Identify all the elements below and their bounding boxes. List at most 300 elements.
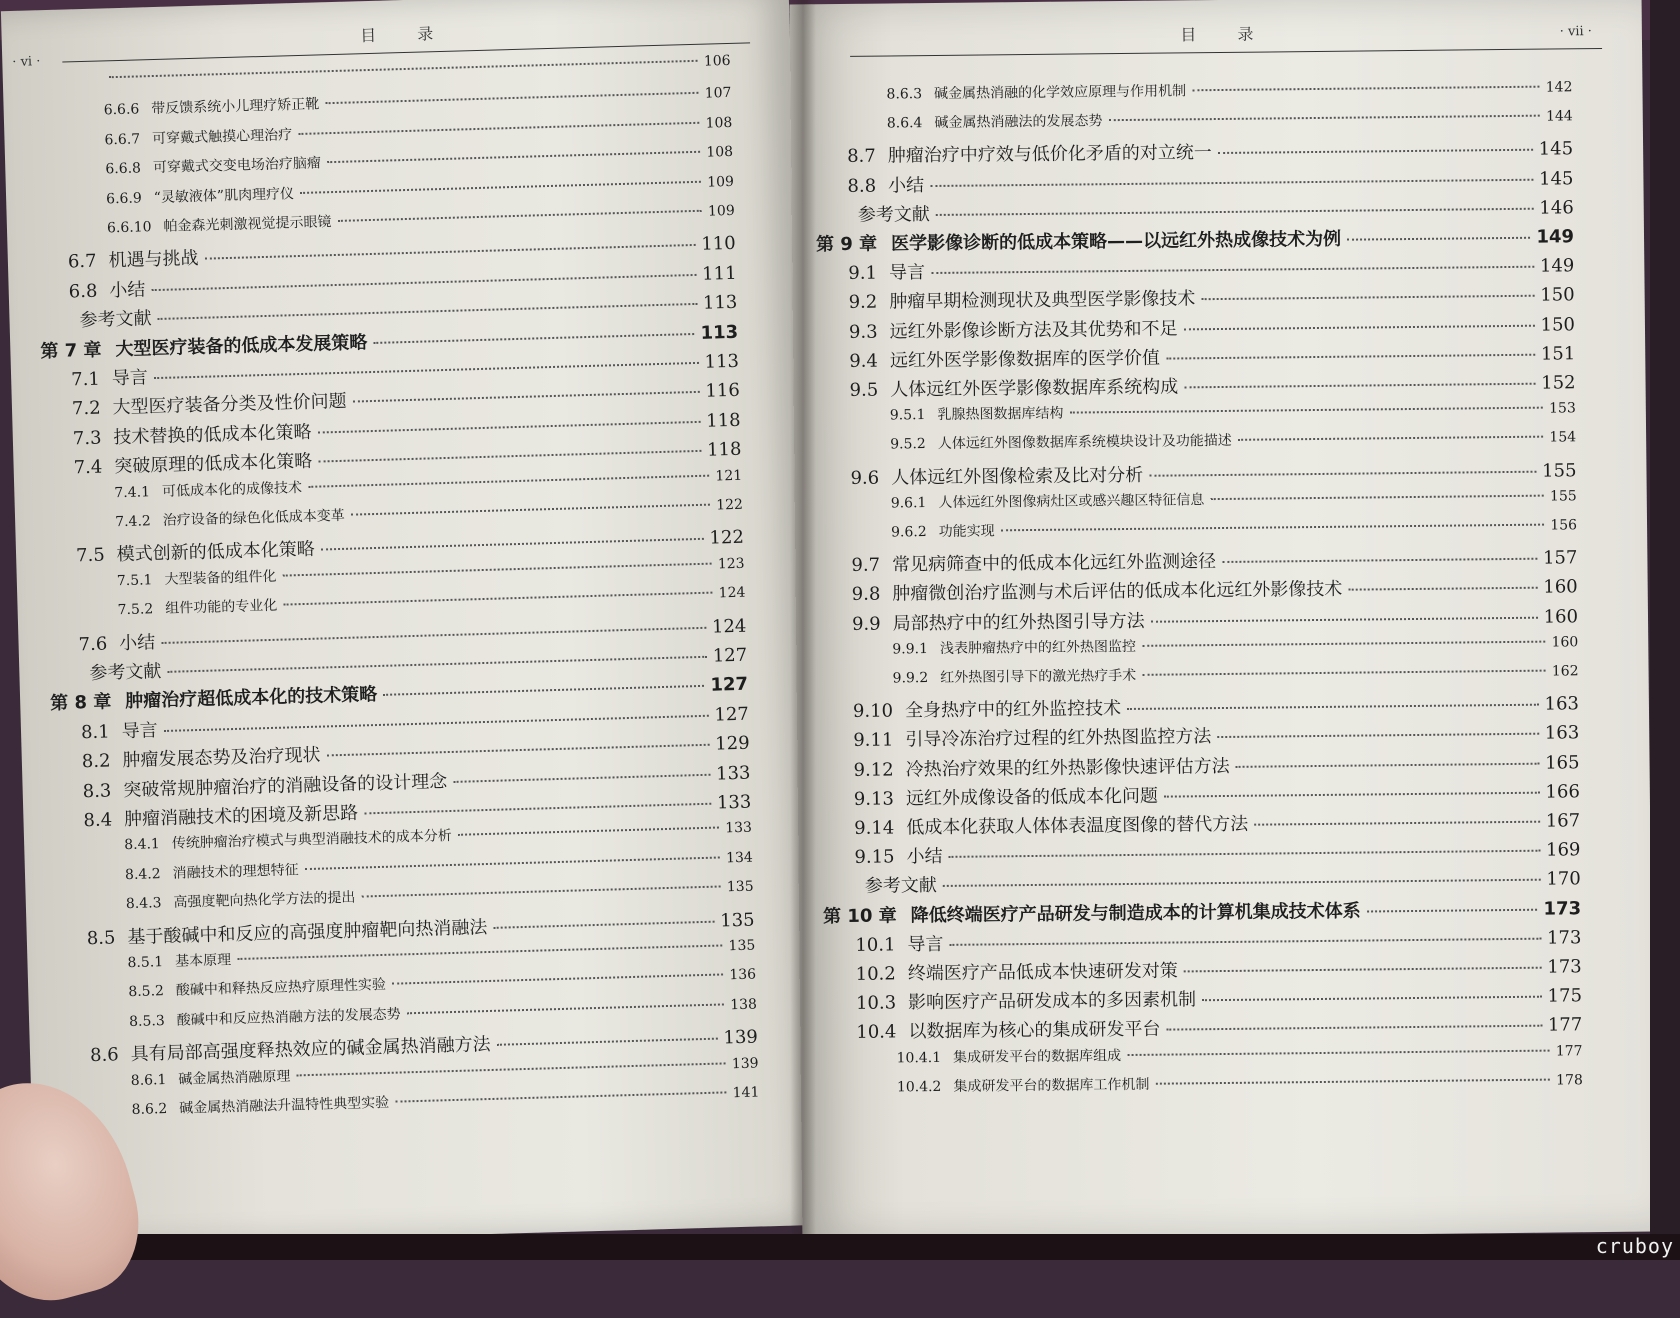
toc-entry-title: 浅表肿瘤热疗中的红外热图监控 — [939, 638, 1137, 657]
toc-entry-page: 124 — [711, 615, 747, 638]
toc-leader-dots — [1192, 86, 1540, 92]
toc-entry-number: 10.2 — [855, 963, 896, 985]
toc-entry-title: 参考文献 — [857, 203, 930, 226]
toc-entry-number: 9.9.1 — [892, 640, 929, 658]
toc-entry-title: 参考文献 — [864, 875, 937, 898]
toc-leader-dots — [1151, 616, 1538, 622]
toc-entry-title: 突破常规肿瘤治疗的消融设备的设计理念 — [123, 770, 448, 801]
toc-leader-dots — [361, 886, 721, 898]
toc-entry-page: 133 — [715, 762, 751, 785]
toc-leader-dots — [936, 208, 1534, 216]
toc-entry-title: 集成研发平台的数据库工作机制 — [953, 1076, 1150, 1095]
toc-entry-title: 人体远红外医学影像数据库系统构成 — [890, 376, 1179, 401]
toc-leader-dots — [453, 773, 710, 782]
toc-entry-page: 149 — [1539, 255, 1575, 277]
toc-entry-title: 酸碱中和反应热消融方法的发展态势 — [176, 1006, 401, 1029]
toc-entry-sec — [852, 602, 1578, 636]
toc-entry-number: 10.3 — [855, 992, 897, 1015]
toc-entry-page: 154 — [1549, 429, 1577, 446]
toc-entry-title: 集成研发平台的数据库组成 — [953, 1047, 1122, 1066]
toc-entry-title: 人体远红外图像数据库系统模块设计及功能描述 — [937, 433, 1232, 453]
toc-entry-number: 10.4.2 — [896, 1078, 942, 1096]
right-page-number: · vii · — [1559, 24, 1592, 40]
toc-leader-dots — [1348, 587, 1537, 591]
toc-entry-title: 局部热疗中的红外热图引导方法 — [892, 610, 1145, 635]
toc-entry-sec — [854, 806, 1580, 840]
toc-entry-number: 6.6.6 — [103, 101, 140, 119]
toc-entry-page: 135 — [719, 909, 755, 932]
toc-entry-page: 144 — [1545, 108, 1573, 125]
toc-entry-sec — [849, 368, 1575, 402]
toc-leader-dots — [1347, 237, 1530, 241]
toc-entry-title: 碱金属热消融法升温特性典型实验 — [179, 1094, 390, 1117]
toc-entry-page: 146 — [1539, 197, 1574, 219]
toc-leader-dots — [1166, 1025, 1542, 1031]
toc-entry-number: 8.5.1 — [127, 954, 164, 972]
toc-entry-number: 8.6.3 — [886, 86, 923, 103]
toc-entry-number: 8.4 — [83, 809, 113, 832]
toc-leader-dots — [337, 210, 702, 222]
toc-entry-title: 技术替换的低成本化策略 — [113, 421, 312, 449]
toc-entry-sec — [853, 748, 1579, 782]
toc-entry-page: 138 — [729, 996, 758, 1014]
toc-entry-title: 功能实现 — [938, 523, 995, 540]
toc-leader-dots — [458, 827, 720, 836]
toc-entry-title: 组件功能的专业化 — [165, 597, 278, 618]
toc-entry-sec — [849, 281, 1575, 315]
toc-entry-number: 7.2 — [71, 398, 101, 420]
toc-entry-title: 大型装备的组件化 — [164, 568, 277, 588]
toc-entry-title: 医学影像诊断的低成本策略——以远红外热成像技术为例 — [891, 228, 1342, 255]
toc-entry-sub — [886, 76, 1572, 103]
toc-entry-page: 152 — [1541, 372, 1576, 394]
toc-entry-number: 10.4 — [856, 1021, 897, 1044]
toc-entry-number: 9.6.2 — [891, 524, 927, 541]
toc-entry-title: 传统肿瘤治疗模式与典型消融技术的成本分析 — [171, 828, 452, 853]
toc-entry-number: 9.12 — [853, 759, 894, 781]
toc-entry-number: 9.9.2 — [892, 670, 929, 687]
toc-entry-sec — [856, 1011, 1582, 1045]
toc-entry-number: 6.7 — [67, 251, 97, 273]
toc-entry-number: 8.2 — [81, 750, 111, 773]
toc-leader-dots — [1184, 324, 1535, 330]
toc-entry-page: 141 — [732, 1084, 760, 1102]
toc-entry-number: 9.5 — [849, 379, 879, 401]
toc-entry-title: 肿瘤微创治疗监测与术后评估的低成本化远红外影像技术 — [892, 579, 1343, 605]
toc-entry-ref — [858, 193, 1574, 226]
toc-entry-page: 127 — [712, 644, 748, 667]
toc-leader-dots — [1210, 494, 1544, 499]
toc-leader-dots — [395, 1091, 727, 1102]
toc-entry-page: 170 — [1546, 868, 1581, 891]
right-toc-list — [790, 0, 1655, 1240]
toc-entry-number: 8.4.1 — [124, 836, 161, 854]
toc-entry-title: 基于酸碱中和反应的高强度肿瘤靶向热消融法 — [127, 916, 488, 948]
toc-entry-page: 133 — [716, 791, 752, 814]
toc-entry-number: 6.6.10 — [106, 219, 152, 237]
toc-leader-dots — [1217, 733, 1539, 738]
toc-entry-title: 红外热图引导下的激光热疗手术 — [940, 667, 1137, 686]
toc-entry-number: 6.6.9 — [105, 189, 143, 207]
toc-entry-title: “灵敏液体”肌肉理疗仪 — [153, 185, 295, 206]
toc-entry-page: 167 — [1545, 810, 1581, 832]
toc-leader-dots — [1142, 640, 1546, 646]
toc-leader-dots — [161, 626, 706, 643]
toc-entry-title: 治疗设备的绿色化低成本变革 — [162, 507, 345, 529]
toc-entry-page: 169 — [1545, 839, 1581, 861]
toc-entry-number: 9.13 — [853, 788, 895, 810]
toc-leader-dots — [1238, 436, 1544, 441]
toc-entry-page: 160 — [1551, 634, 1579, 651]
toc-leader-dots — [943, 879, 1541, 887]
toc-entry-number: 9.7 — [851, 554, 881, 577]
toc-entry-number: 9.3 — [848, 321, 878, 343]
left-toc-list — [1, 0, 823, 1247]
toc-entry-title: 乳腺热图数据库结构 — [937, 405, 1064, 424]
watermark-text: cruboy — [1595, 1234, 1674, 1258]
toc-entry-number: 第 7 章 — [40, 339, 102, 362]
toc-leader-dots — [283, 592, 713, 606]
toc-entry-number: 9.6 — [850, 467, 880, 489]
toc-entry-page: 123 — [717, 555, 745, 573]
toc-entry-title: 碱金属热消融法的发展态势 — [934, 113, 1103, 132]
toc-leader-dots — [931, 266, 1534, 274]
toc-leader-dots — [1218, 149, 1533, 154]
toc-entry-page: 118 — [706, 438, 742, 461]
toc-entry-number: 9.9 — [851, 613, 881, 635]
toc-leader-dots — [305, 856, 721, 870]
toc-entry-number: 10.1 — [855, 934, 896, 956]
toc-leader-dots — [373, 333, 694, 344]
toc-entry-title: 小结 — [906, 846, 943, 868]
toc-leader-dots — [407, 1003, 725, 1014]
toc-entry-title: 机遇与挑战 — [108, 248, 199, 272]
toc-entry-title: 基本原理 — [174, 952, 232, 970]
toc-entry-number: 8.7 — [847, 145, 876, 168]
toc-leader-dots — [1001, 524, 1545, 532]
toc-entry-title: 肿瘤治疗超低成本化的技术策略 — [125, 684, 378, 713]
toc-leader-dots — [318, 450, 701, 463]
toc-entry-title: 导言 — [888, 262, 926, 284]
toc-entry-page: 166 — [1545, 781, 1580, 803]
toc-entry-title: 远红外影像诊断方法及其优势和不足 — [889, 318, 1178, 343]
toc-entry-number: 9.5.2 — [890, 436, 926, 453]
toc-entry-number: 9.15 — [854, 846, 895, 869]
toc-leader-dots — [237, 944, 723, 960]
toc-entry-page: 142 — [1545, 79, 1573, 96]
toc-entry-number: 8.6.2 — [131, 1101, 168, 1119]
toc-entry-number: 8.6.1 — [130, 1071, 167, 1089]
toc-entry-sub — [897, 1069, 1583, 1096]
toc-entry-number: 9.14 — [854, 817, 895, 839]
toc-entry-sec — [854, 835, 1580, 869]
toc-entry-number: 6.6.7 — [104, 131, 141, 149]
toc-entry-title: 碱金属热消融原理 — [178, 1068, 291, 1088]
toc-entry-title: 碱金属热消融的化学效应原理与作用机制 — [934, 83, 1187, 102]
toc-entry-title: 导言 — [907, 933, 944, 956]
toc-entry-number: 10.4.1 — [896, 1049, 942, 1067]
toc-leader-dots — [282, 562, 712, 576]
toc-entry-title: 大型医疗装备分类及性价问题 — [112, 391, 347, 419]
right-page — [790, 0, 1655, 1240]
toc-entry-page: 133 — [725, 819, 753, 837]
toc-leader-dots — [326, 744, 709, 757]
toc-entry-page: 110 — [701, 233, 736, 256]
toc-leader-dots — [327, 151, 701, 163]
toc-entry-title: 肿瘤消融技术的困境及新思路 — [123, 802, 359, 831]
toc-leader-dots — [497, 1038, 718, 1046]
toc-entry-number: 8.6.4 — [886, 115, 923, 132]
toc-leader-dots — [308, 474, 710, 487]
toc-entry-title: 小结 — [118, 631, 156, 654]
left-page — [1, 0, 823, 1247]
toc-entry-page: 150 — [1540, 313, 1576, 336]
toc-entry-page: 160 — [1543, 605, 1579, 628]
toc-entry-page: 165 — [1545, 751, 1580, 774]
toc-leader-dots — [109, 60, 698, 78]
toc-leader-dots — [493, 920, 714, 928]
toc-entry-title: 低成本化获取人体体表温度图像的替代方法 — [906, 813, 1249, 839]
toc-entry-page: 173 — [1543, 897, 1582, 920]
toc-entry-sec — [847, 135, 1573, 169]
toc-entry-page: 116 — [705, 380, 741, 403]
toc-entry-page: 163 — [1544, 722, 1580, 745]
toc-entry-page: 153 — [1549, 400, 1576, 417]
toc-entry-page: 106 — [703, 52, 731, 70]
toc-leader-dots — [1108, 115, 1540, 122]
toc-entry-number: 第 8 章 — [49, 691, 112, 715]
toc-leader-dots — [1069, 407, 1543, 414]
toc-entry-title: 远红外成像设备的低成本化问题 — [905, 785, 1159, 810]
toc-leader-dots — [1202, 996, 1542, 1002]
toc-leader-dots — [1142, 670, 1546, 676]
toc-entry-ref — [865, 865, 1581, 898]
toc-entry-page: 145 — [1538, 167, 1574, 190]
toc-entry-page: 108 — [706, 144, 734, 161]
toc-leader-dots — [1155, 1078, 1550, 1084]
toc-entry-page: 177 — [1547, 1014, 1583, 1036]
toc-entry-number: 8.6 — [89, 1044, 120, 1067]
toc-leader-dots — [1127, 1049, 1550, 1055]
toc-entry-number: 9.10 — [852, 700, 894, 723]
toc-entry-chap — [823, 894, 1581, 928]
toc-entry-number: 7.3 — [72, 427, 102, 450]
toc-entry-title: 带反馈系统小儿理疗矫正靴 — [151, 96, 320, 118]
toc-leader-dots — [205, 244, 696, 260]
toc-entry-title: 参考文献 — [79, 308, 152, 332]
toc-leader-dots — [949, 937, 1541, 945]
toc-entry-page: 135 — [728, 937, 756, 955]
toc-entry-number: 8.8 — [847, 175, 877, 197]
toc-entry-page: 162 — [1551, 663, 1579, 680]
toc-leader-dots — [154, 362, 699, 379]
toc-entry-number: 7.5.1 — [116, 572, 153, 590]
toc-entry-number: 7.5.2 — [117, 601, 154, 619]
toc-entry-title: 冷热治疗效果的红外热影像快速评估方法 — [905, 755, 1230, 780]
toc-entry-title: 酸碱中和释热反应热疗原理性实验 — [175, 977, 387, 1000]
toc-entry-title: 模式创新的低成本化策略 — [116, 539, 315, 566]
toc-entry-number: 6.8 — [68, 280, 98, 303]
toc-entry-number: 9.5.1 — [889, 407, 926, 424]
toc-entry-title: 可穿戴式触摸心理治疗 — [151, 126, 293, 147]
toc-entry-title: 小结 — [109, 279, 146, 302]
toc-entry-number: 8.5 — [86, 927, 116, 949]
toc-entry-page: 121 — [715, 467, 743, 485]
toc-entry-title: 肿瘤早期检测现状及典型医学影像技术 — [889, 288, 1196, 313]
toc-leader-dots — [1254, 821, 1540, 826]
toc-entry-sec — [849, 310, 1575, 344]
toc-entry-sub — [103, 53, 731, 87]
right-page-header-title: 目 录 — [1180, 24, 1272, 45]
toc-entry-sec — [848, 251, 1574, 285]
toc-leader-dots — [392, 974, 724, 985]
toc-leader-dots — [351, 504, 711, 516]
toc-entry-number: 6.6.8 — [105, 160, 142, 178]
toc-entry-sub — [887, 105, 1573, 132]
toc-entry-sub — [896, 1040, 1582, 1067]
toc-entry-number: 8.4.3 — [125, 895, 162, 913]
toc-entry-number: 7.4.2 — [114, 513, 152, 531]
toc-entry-page: 135 — [726, 878, 754, 896]
toc-entry-page: 124 — [718, 584, 746, 602]
toc-entry-title: 引导冷冻治疗过程的红外热图监控方法 — [905, 726, 1212, 751]
toc-entry-page: 155 — [1549, 488, 1577, 505]
toc-entry-page: 156 — [1550, 517, 1578, 534]
toc-leader-dots — [167, 656, 706, 673]
toc-entry-page: 111 — [701, 262, 737, 285]
toc-entry-title: 终端医疗产品低成本快速研发对策 — [907, 960, 1178, 985]
toc-entry-title: 人体远红外图像病灶区或感兴趣区特征信息 — [938, 491, 1205, 511]
toc-entry-number: 7.4.1 — [114, 483, 151, 501]
toc-entry-page: 129 — [714, 732, 750, 755]
toc-entry-number: 9.6.1 — [890, 494, 927, 512]
toc-entry-title: 消融技术的理想特征 — [172, 862, 299, 882]
toc-entry-title: 高强度靶向热化学方法的提出 — [173, 889, 356, 911]
toc-leader-dots — [164, 715, 709, 732]
toc-entry-number: 7.4 — [73, 456, 103, 479]
toc-leader-dots — [1222, 558, 1537, 563]
toc-entry-sub — [891, 514, 1577, 541]
toc-entry-sub — [891, 485, 1577, 512]
toc-leader-dots — [298, 122, 700, 135]
toc-entry-number: 第 10 章 — [822, 905, 897, 927]
toc-entry-sec — [852, 573, 1578, 607]
toc-entry-page: 173 — [1547, 956, 1582, 978]
toc-entry-page: 178 — [1556, 1072, 1583, 1089]
toc-entry-number: 9.8 — [851, 583, 881, 606]
toc-entry-title: 帕金森光刺激视觉提示眼镜 — [163, 214, 332, 235]
toc-leader-dots — [300, 180, 701, 193]
toc-entry-title: 导言 — [111, 367, 149, 390]
toc-leader-dots — [1184, 967, 1542, 973]
toc-leader-dots — [1149, 470, 1536, 476]
toc-entry-title: 小结 — [887, 174, 925, 197]
toc-entry-sec — [849, 339, 1575, 373]
toc-entry-sec — [856, 952, 1582, 986]
toc-entry-sub — [890, 397, 1576, 424]
background-right — [1650, 0, 1680, 1260]
toc-leader-dots — [1166, 354, 1535, 360]
toc-leader-dots — [383, 685, 704, 696]
toc-entry-sec — [855, 923, 1581, 957]
toc-entry-sub — [890, 427, 1576, 454]
toc-leader-dots — [1201, 295, 1534, 300]
toc-entry-page: 163 — [1544, 693, 1580, 715]
toc-entry-number: 7.6 — [78, 633, 108, 655]
toc-entry-number: 7.1 — [70, 368, 101, 391]
toc-entry-title: 全身热疗中的红外监控技术 — [904, 698, 1122, 722]
toc-leader-dots — [364, 803, 711, 815]
toc-entry-page: 139 — [723, 1026, 759, 1049]
toc-entry-sec — [853, 689, 1579, 723]
toc-entry-sec — [853, 719, 1579, 753]
toc-entry-number: 9.1 — [848, 262, 878, 285]
toc-entry-page: 113 — [700, 321, 739, 344]
toc-entry-title: 远红外医学影像数据库的医学价值 — [889, 347, 1161, 372]
toc-entry-page: 122 — [716, 496, 744, 514]
toc-leader-dots — [317, 421, 700, 434]
toc-leader-dots — [296, 1062, 726, 1076]
toc-entry-title: 以数据库为核心的集成研发平台 — [908, 1019, 1161, 1043]
toc-entry-title: 具有局部高强度释热效应的碱金属热消融方法 — [130, 1034, 491, 1066]
toc-entry-number: 8.1 — [80, 721, 110, 744]
toc-leader-dots — [1236, 762, 1540, 767]
toc-entry-page: 118 — [705, 409, 741, 432]
toc-entry-page: 139 — [731, 1055, 759, 1072]
toc-entry-page: 122 — [709, 527, 745, 550]
toc-entry-sub — [892, 660, 1578, 687]
toc-entry-page: 113 — [702, 291, 738, 314]
toc-entry-page: 145 — [1538, 138, 1574, 161]
toc-entry-page: 134 — [725, 849, 754, 867]
background-bottom — [0, 1234, 1680, 1260]
toc-entry-page: 160 — [1543, 576, 1578, 599]
toc-entry-page: 157 — [1542, 547, 1578, 569]
toc-leader-dots — [158, 303, 697, 320]
toc-leader-dots — [353, 391, 700, 403]
toc-entry-title: 肿瘤治疗中疗效与低价化矛盾的对立统一 — [887, 142, 1212, 167]
toc-entry-page: 150 — [1540, 284, 1575, 307]
toc-entry-page: 107 — [704, 85, 732, 103]
toc-entry-page: 127 — [714, 703, 750, 726]
toc-entry-sub — [131, 1081, 759, 1119]
toc-entry-chap — [816, 222, 1574, 256]
toc-entry-title: 参考文献 — [89, 661, 162, 685]
toc-entry-title: 大型医疗装备的低成本发展策略 — [115, 331, 368, 360]
toc-leader-dots — [949, 850, 1541, 858]
toc-entry-sec — [854, 777, 1580, 811]
toc-leader-dots — [1184, 383, 1535, 389]
toc-entry-sec — [847, 164, 1573, 198]
toc-entry-sec — [856, 981, 1582, 1015]
toc-entry-number: 第 9 章 — [815, 233, 878, 256]
toc-entry-title: 导言 — [121, 719, 158, 742]
toc-entry-page: 175 — [1547, 985, 1583, 1007]
toc-leader-dots — [321, 538, 704, 551]
toc-entry-page: 127 — [710, 674, 749, 697]
toc-entry-number: 9.2 — [848, 291, 878, 314]
toc-leader-dots — [1164, 791, 1540, 797]
toc-entry-title: 可低成本化的成像技术 — [161, 479, 303, 500]
toc-leader-dots — [1127, 704, 1539, 710]
toc-entry-title: 降低终端医疗产品研发与制造成本的计算机集成技术体系 — [910, 900, 1361, 926]
toc-entry-sec — [851, 543, 1577, 577]
toc-entry-page: 173 — [1546, 927, 1582, 949]
toc-entry-number: 8.3 — [82, 780, 112, 802]
toc-leader-dots — [325, 92, 699, 104]
toc-entry-sub — [892, 631, 1578, 658]
toc-entry-page: 109 — [706, 173, 735, 191]
